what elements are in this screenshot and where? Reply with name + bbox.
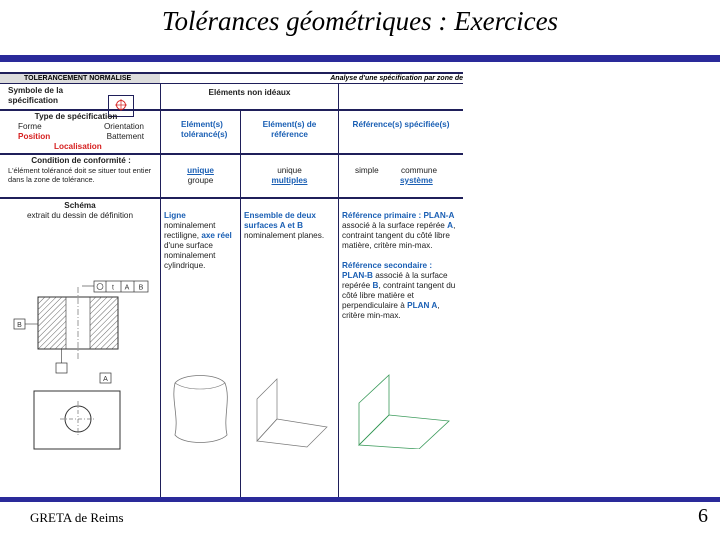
ref-primaire-text2: , contraint tangent du côté libre matière, critère min-max. [342,221,456,250]
page-number: 6 [698,505,708,527]
surfaces-sketch [247,369,337,449]
ref-unique: unique [277,166,302,175]
spec-simple: simple [355,166,379,175]
schema-label: Schéma [64,201,96,210]
type-label: Type de spécification [34,112,118,121]
type-orientation: Orientation [103,122,144,131]
spec-description [338,199,463,499]
schema-cell [0,199,160,499]
spec-cardinality [338,155,463,199]
top-rule [0,55,720,62]
spec-commune: commune [401,166,437,175]
ref-primaire-surface: A [447,221,454,230]
ref-secondaire-text3: , critère min-max. [342,301,440,320]
col-specifiee: Référence(s) spécifiée(s) [338,111,463,155]
tol-groupe: groupe [187,176,214,185]
symbole-label: Symbole de la spécification [8,86,64,105]
ref-secondaire-title: Référence secondaire : [342,261,433,270]
symbole-cell [0,83,160,111]
technical-drawing [6,279,156,489]
frame-cell-t: t [112,284,114,292]
ensemble-b: nominalement planes. [244,231,325,240]
ref-secondaire-plan: PLAN-B [342,271,373,280]
tol-unique: unique [187,166,214,175]
tol-description [160,199,240,499]
right-header: Analyse d'une spécification par zone de [330,75,463,82]
ref-secondaire-text2: , contraint tangent du côté libre matière et perpendiculaire à [342,281,456,310]
elements-non-ideaux: Eléments non idéaux [160,83,338,111]
ref-secondaire-surface: B [372,281,379,290]
tol-cardinality [160,155,240,199]
bottom-rule [0,497,720,502]
cylinder-sketch [165,369,237,449]
frame-cell-a: A [124,284,130,292]
ligne-b: nominalement rectiligne, [164,221,216,240]
ref-primaire-plan: PLAN-A [423,211,455,220]
specification-sheet [0,72,463,499]
planes-sketch [353,369,453,449]
datum-a: A [103,376,108,383]
ensemble-a: Ensemble de deux surfaces A et B [244,211,316,230]
ligne-a: Ligne [164,211,186,220]
frame-cell-b: B [138,284,144,292]
ref-primaire-title: Référence primaire : [342,211,422,220]
type-forme: Forme [18,122,42,131]
ref-description [240,199,338,499]
col-tolerance: Elément(s) tolérancé(s) [160,111,240,155]
slide-title: Tolérances géométriques : Exercices [161,6,559,36]
ref-primaire [342,211,459,251]
ref-secondaire-text1: associé à la surface repérée [342,271,448,290]
ligne-c: axe réel [201,231,232,240]
schema-sub: extrait du dessin de définition [26,211,134,220]
ref-primaire-text1: associé à la surface repérée [342,221,445,230]
type-localisation: Localisation [54,142,102,151]
footer-left: GRETA de Reims [30,510,124,525]
type-cell [0,111,160,155]
ref-multiples: multiples [271,176,308,185]
type-position: Position [18,132,51,141]
ref-cardinality [240,155,338,199]
condition-cell [0,155,160,199]
type-battement: Battement [106,132,144,141]
ligne-d: d'une surface nominalement cylindrique. [164,241,216,270]
ref-secondaire [342,261,459,321]
col-reference: Elément(s) de référence [240,111,338,155]
datum-b: B [17,322,22,329]
spec-header-blank [338,83,463,111]
left-header: TOLERANCEMENT NORMALISE [24,75,132,82]
condition-text: L'élément tolérancé doit se situer tout entier dans la zone de tolérance. [8,166,152,184]
condition-label: Condition de conformité : [31,156,131,165]
spec-systeme: système [400,176,433,185]
ref-secondaire-plan-a: PLAN A [407,301,438,310]
